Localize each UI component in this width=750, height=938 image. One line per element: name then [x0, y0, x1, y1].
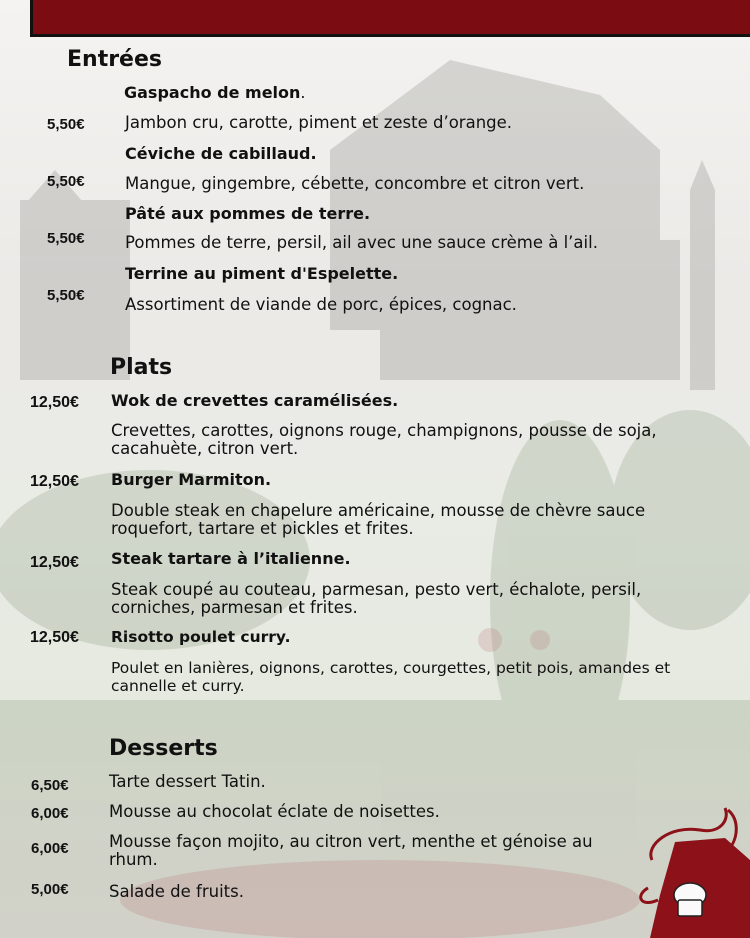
dish-name: Wok de crevettes caramélisées. [111, 391, 399, 410]
dish-description: Steak coupé au couteau, parmesan, pesto vert, échalote, persil, corniches, parmesan et frites. [111, 580, 642, 617]
dish-price: 12,50€ [30, 394, 79, 411]
dish-name: Burger Marmiton. [111, 470, 272, 489]
dish-description: Pommes de terre, persil, ail avec une sauce crème à l’ail. [125, 233, 598, 252]
dessert-name: Salade de fruits. [109, 882, 244, 901]
apron-icon [630, 800, 750, 938]
chef-hat-icon [674, 883, 706, 916]
dish-description: Mangue, gingembre, cébette, concombre et citron vert. [125, 174, 585, 193]
dish-description: Crevettes, carottes, oignons rouge, champignons, pousse de soja, cacahuète, citron vert. [111, 421, 657, 458]
dessert-price: 6,50€ [31, 777, 69, 794]
dish-name: Gaspacho de melon. [124, 83, 306, 102]
dish-price: 12,50€ [30, 629, 79, 646]
dish-price: 5,50€ [47, 230, 85, 247]
dish-name: Risotto poulet curry. [111, 628, 291, 646]
menu-header-banner [30, 0, 750, 37]
dish-name: Terrine au piment d'Espelette. [125, 264, 399, 283]
dish-price: 12,50€ [30, 473, 79, 490]
dish-price: 5,50€ [47, 287, 85, 304]
dessert-price: 6,00€ [31, 805, 69, 822]
dessert-name: Mousse au chocolat éclate de noisettes. [109, 802, 440, 821]
dish-description: Assortiment de viande de porc, épices, cognac. [125, 295, 517, 314]
dish-description: Double steak en chapelure américaine, mousse de chèvre sauce roquefort, tartare et pickles et frites. [111, 501, 646, 538]
dessert-price: 5,00€ [31, 881, 69, 898]
dish-name: Steak tartare à l’italienne. [111, 549, 351, 568]
dish-description: Jambon cru, carotte, piment et zeste d’orange. [125, 113, 513, 132]
section-title-desserts: Desserts [109, 736, 218, 761]
section-title-entrees: Entrées [67, 47, 162, 72]
dish-name: Pâté aux pommes de terre. [125, 204, 371, 223]
dessert-price: 6,00€ [31, 840, 69, 857]
dish-name: Céviche de cabillaud. [125, 144, 317, 163]
dish-price: 12,50€ [30, 554, 79, 571]
dish-price: 5,50€ [47, 116, 85, 133]
dish-description: Poulet en lanières, oignons, carottes, courgettes, petit pois, amandes et cannelle et curry. [111, 659, 671, 695]
dish-price: 5,50€ [47, 173, 85, 190]
dessert-name: Mousse façon mojito, au citron vert, menthe et génoise au rhum. [109, 832, 593, 869]
banner-decoration [153, 0, 693, 7]
dessert-name: Tarte dessert Tatin. [109, 772, 266, 791]
section-title-plats: Plats [110, 355, 173, 380]
